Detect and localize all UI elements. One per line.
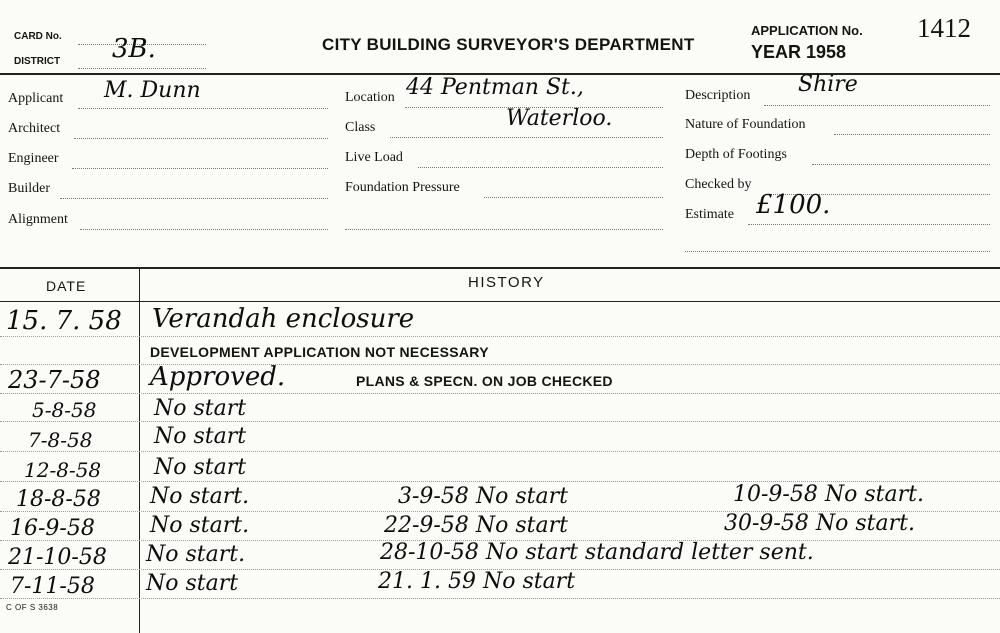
- year-label: YEAR 1958: [751, 42, 847, 62]
- date-column-divider: [139, 267, 140, 633]
- depth-of-footings-line: [812, 164, 990, 165]
- location-value: 44 Pentman St.,: [406, 75, 584, 100]
- estimate-value: £100.: [756, 190, 831, 220]
- location-label: Location: [345, 90, 395, 105]
- row-date: 18-8-58: [16, 487, 101, 512]
- checked-by-label: Checked by: [685, 177, 752, 192]
- row-date: 5-8-58: [32, 398, 97, 422]
- row-line: [0, 451, 1000, 452]
- department-title: CITY BUILDING SURVEYOR'S DEPARTMENT: [322, 35, 695, 54]
- row-entry: 10-9-58 No start.: [733, 482, 924, 507]
- district-line: [78, 68, 206, 69]
- nature-of-foundation-line: [834, 134, 990, 135]
- description-value: Shire: [798, 72, 858, 97]
- estimate-line: [748, 224, 990, 225]
- applicant-value: M. Dunn: [104, 78, 201, 103]
- row-entry: No start: [146, 571, 239, 596]
- row-entry: 22-9-58 No start: [384, 513, 568, 538]
- card-no-label: CARD No.: [14, 31, 62, 42]
- nature-of-foundation-label: Nature of Foundation: [685, 117, 806, 132]
- row-entry: Approved.: [150, 362, 286, 392]
- form-code: C OF S 3638: [6, 603, 59, 612]
- right-blank-line: [685, 251, 990, 252]
- estimate-label: Estimate: [685, 207, 734, 222]
- row-entry: No start.: [150, 513, 250, 538]
- live-load-line: [418, 167, 663, 168]
- row-entry-stamp: PLANS & SPECN. ON JOB CHECKED: [356, 373, 613, 389]
- engineer-line: [72, 168, 328, 169]
- class-value: Waterloo.: [506, 106, 613, 131]
- depth-of-footings-label: Depth of Footings: [685, 147, 787, 162]
- row-entry: 30-9-58 No start.: [724, 511, 915, 536]
- foundation-pressure-line: [484, 197, 663, 198]
- engineer-label: Engineer: [8, 151, 59, 166]
- applicant-label: Applicant: [8, 91, 64, 106]
- table-top-rule: [0, 267, 1000, 269]
- row-entry: 21. 1. 59 No start: [378, 569, 576, 594]
- row-date: 12-8-58: [24, 458, 102, 482]
- foundation-pressure-label: Foundation Pressure: [345, 180, 460, 195]
- alignment-label: Alignment: [8, 212, 68, 227]
- description-label: Description: [685, 88, 751, 103]
- row-date: 7-11-58: [10, 574, 95, 599]
- row-line: [0, 421, 1000, 422]
- row-date: 16-9-58: [10, 516, 95, 541]
- class-line: [390, 137, 663, 138]
- history-header: HISTORY: [468, 274, 545, 291]
- alignment-line: [80, 229, 328, 230]
- row-entry: 28-10-58 No start standard letter sent.: [380, 540, 814, 565]
- district-value: 3B.: [112, 34, 156, 64]
- architect-line: [74, 138, 328, 139]
- row-date: 7-8-58: [28, 428, 93, 452]
- application-number: 1412: [917, 13, 971, 43]
- row-entry: No start.: [146, 542, 246, 567]
- row-entry: 3-9-58 No start: [398, 484, 568, 509]
- row-entry: No start: [154, 424, 247, 449]
- architect-label: Architect: [8, 121, 61, 136]
- description-line: [764, 105, 990, 106]
- row-entry: No start: [154, 396, 247, 421]
- application-label: APPLICATION No.: [751, 23, 863, 38]
- builder-line: [60, 198, 328, 199]
- builder-label: Builder: [8, 181, 50, 196]
- row-line: [0, 598, 1000, 599]
- district-label: DISTRICT: [14, 56, 61, 67]
- row-line: [0, 393, 1000, 394]
- applicant-line: [78, 108, 328, 109]
- date-header: DATE: [46, 278, 87, 294]
- row-entry: No start.: [150, 484, 250, 509]
- row-entry: Verandah enclosure: [152, 304, 415, 334]
- row-entry: No start: [154, 455, 247, 480]
- live-load-label: Live Load: [345, 150, 403, 165]
- row-date: 21-10-58: [8, 545, 107, 570]
- table-header-rule: [0, 301, 1000, 302]
- row-line: [0, 336, 1000, 337]
- row-date: 15. 7. 58: [6, 306, 122, 336]
- row-date: 23-7-58: [8, 366, 101, 394]
- middle-blank-line: [345, 229, 663, 230]
- class-label: Class: [345, 120, 376, 135]
- row-entry-stamp: DEVELOPMENT APPLICATION NOT NECESSARY: [150, 344, 489, 360]
